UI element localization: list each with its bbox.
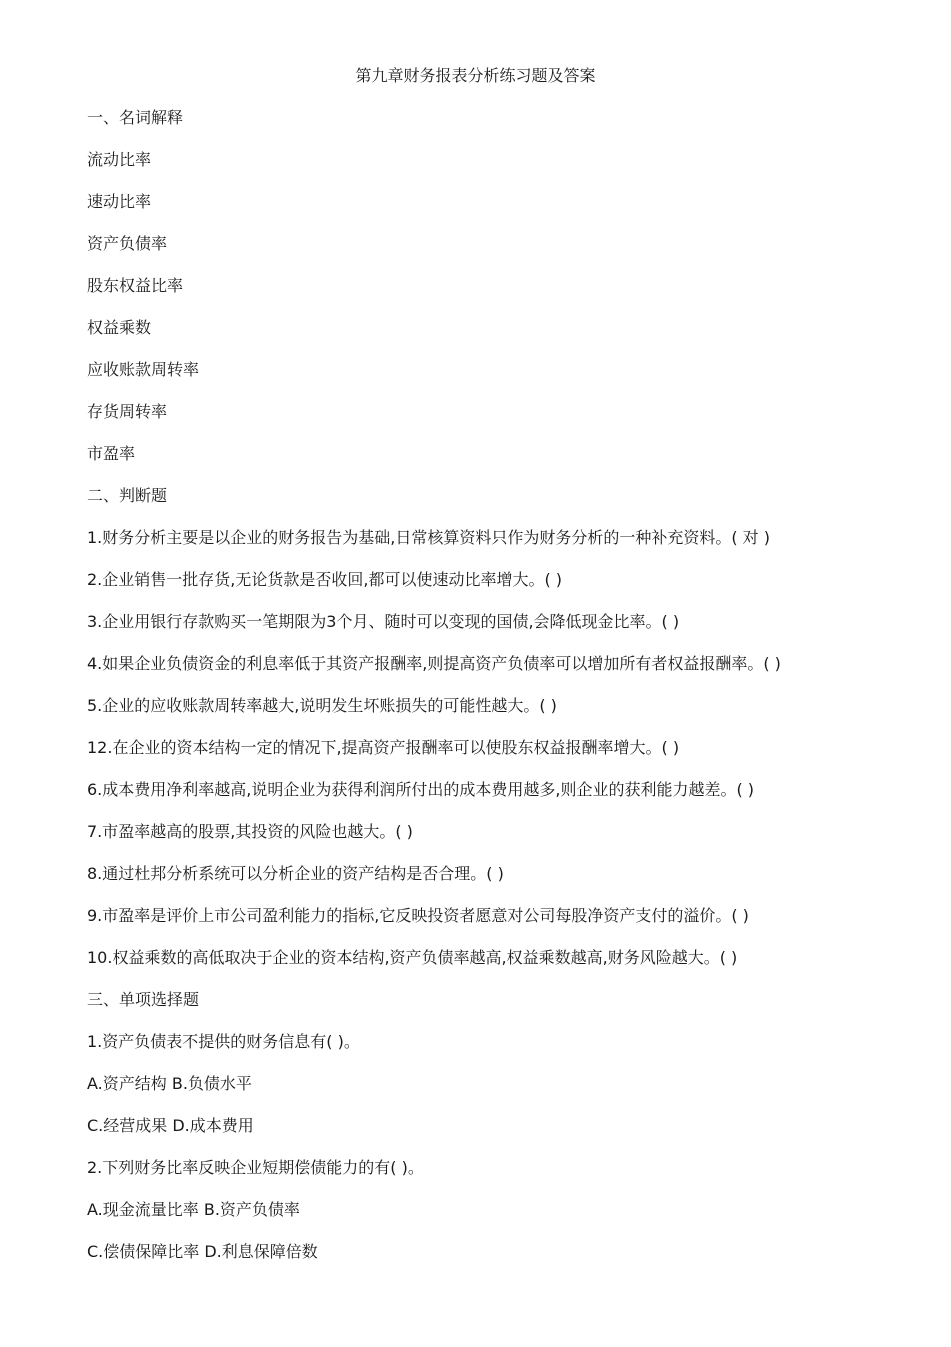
choice-options: A.现金流量比率 B.资产负债率 (87, 1200, 300, 1219)
question-item: 1.资产负债表不提供的财务信息有( )。 (87, 1032, 360, 1051)
question-item: 2.企业销售一批存货,无论货款是否收回,都可以使速动比率增大。( ) (87, 570, 563, 589)
choice-options: A.资产结构 B.负债水平 (87, 1074, 252, 1093)
question-item: 8.通过杜邦分析系统可以分析企业的资产结构是否合理。( ) (87, 864, 504, 883)
term-item: 权益乘数 (87, 318, 152, 337)
question-item: 2.下列财务比率反映企业短期偿债能力的有( )。 (87, 1158, 424, 1177)
term-item: 资产负债率 (87, 234, 168, 253)
term-item: 速动比率 (87, 192, 152, 211)
question-item: 3.企业用银行存款购买一笔期限为3个月、随时可以变现的国债,会降低现金比率。( ) (87, 612, 680, 631)
document-title: 第九章财务报表分析练习题及答案 (355, 66, 596, 85)
choice-options: C.偿债保障比率 D.利息保障倍数 (87, 1242, 318, 1261)
document-body (87, 106, 927, 1282)
term-item: 应收账款周转率 (87, 360, 200, 379)
question-item: 9.市盈率是评价上市公司盈利能力的指标,它反映投资者愿意对公司每股净资产支付的溢价。( ) (87, 906, 749, 925)
question-item: 5.企业的应收账款周转率越大,说明发生坏账损失的可能性越大。( ) (87, 696, 557, 715)
question-item: 6.成本费用净利率越高,说明企业为获得利润所付出的成本费用越多,则企业的获利能力越差。( ) (87, 780, 755, 799)
section-heading-single-choice: 三、单项选择题 (87, 990, 200, 1009)
term-item: 股东权益比率 (87, 276, 184, 295)
question-item: 1.财务分析主要是以企业的财务报告为基础,日常核算资料只作为财务分析的一种补充资料。( 对 ) (87, 528, 771, 547)
term-item: 存货周转率 (87, 402, 168, 421)
question-item: 12.在企业的资本结构一定的情况下,提高资产报酬率可以使股东权益报酬率增大。( ) (87, 738, 680, 757)
question-item: 4.如果企业负债资金的利息率低于其资产报酬率,则提高资产负债率可以增加所有者权益报酬率。( ) (87, 654, 781, 673)
choice-options: C.经营成果 D.成本费用 (87, 1116, 254, 1135)
section-heading-true-false: 二、判断题 (87, 486, 168, 505)
question-item: 10.权益乘数的高低取决于企业的资本结构,资产负债率越高,权益乘数越高,财务风险越大。( ) (87, 948, 738, 967)
term-item: 市盈率 (87, 444, 136, 463)
term-item: 流动比率 (87, 150, 152, 169)
section-heading-terms: 一、名词解释 (87, 108, 184, 127)
question-item: 7.市盈率越高的股票,其投资的风险也越大。( ) (87, 822, 413, 841)
